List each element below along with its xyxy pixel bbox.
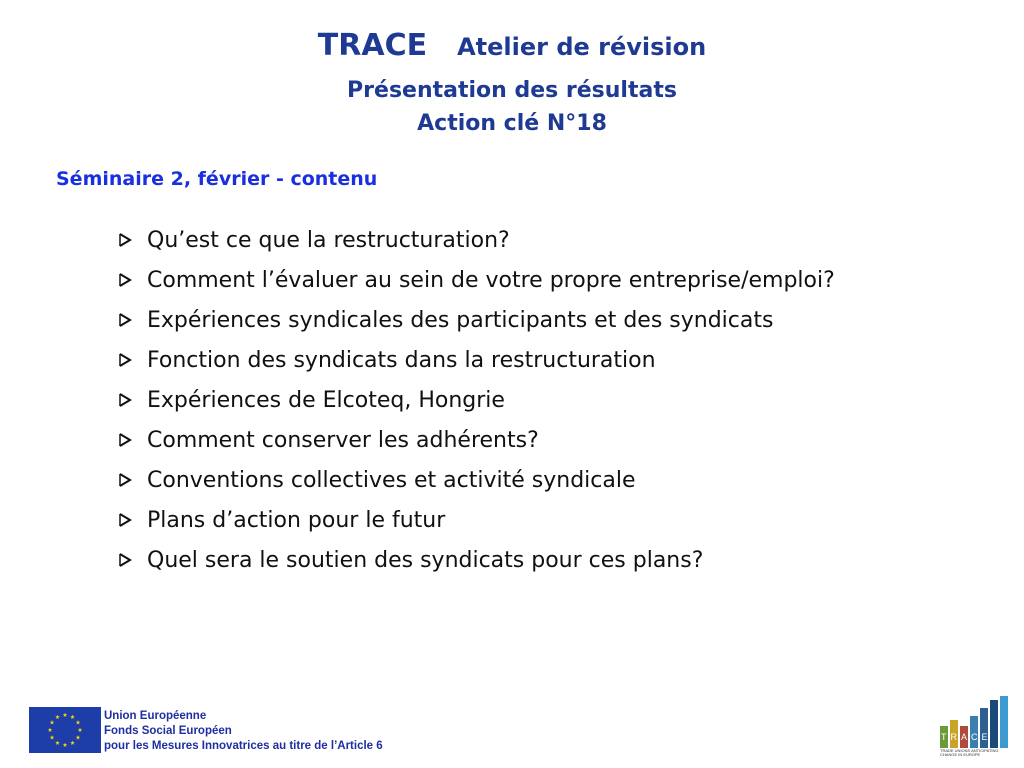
bullet-text: Comment conserver les adhérents? bbox=[147, 427, 539, 453]
arrow-bullet-icon bbox=[116, 351, 147, 369]
section-heading: Séminaire 2, février - contenu bbox=[56, 168, 378, 190]
list-item bbox=[116, 220, 835, 260]
bullet-text: Expériences de Elcoteq, Hongrie bbox=[147, 387, 505, 413]
arrow-bullet-icon bbox=[116, 271, 147, 289]
eu-footer bbox=[104, 709, 383, 754]
list-item bbox=[116, 380, 835, 420]
logo-tagline-2: CHANGE IN EUROPE bbox=[940, 752, 981, 756]
arrow-bullet-icon bbox=[116, 511, 147, 529]
title-sub: Atelier de révision bbox=[457, 33, 707, 61]
subtitle-action: Action clé N°18 bbox=[417, 111, 607, 136]
list-item bbox=[116, 540, 835, 580]
logo-wordmark: TRACE bbox=[941, 732, 992, 742]
bullet-text: Plans d’action pour le futur bbox=[147, 507, 446, 533]
arrow-bullet-icon bbox=[116, 431, 147, 449]
arrow-bullet-icon bbox=[116, 551, 147, 569]
bullet-text: Fonction des syndicats dans la restructuration bbox=[147, 347, 656, 373]
list-item bbox=[116, 500, 835, 540]
slide-title bbox=[0, 28, 1024, 63]
subtitle-results: Présentation des résultats bbox=[347, 78, 677, 103]
eu-flag-icon bbox=[29, 707, 101, 753]
title-main: TRACE bbox=[317, 28, 428, 63]
bullet-text: Quel sera le soutien des syndicats pour ces plans? bbox=[147, 547, 704, 573]
bullet-text: Expériences syndicales des participants et des syndicats bbox=[147, 307, 774, 333]
footer-line-3: pour les Mesures Innovatrices au titre de l’Article 6 bbox=[104, 740, 383, 752]
footer-line-1: Union Européenne bbox=[104, 710, 207, 722]
list-item bbox=[116, 300, 835, 340]
list-item bbox=[116, 340, 835, 380]
list-item bbox=[116, 420, 835, 460]
list-item bbox=[116, 460, 835, 500]
logo-tagline-1: TRADE UNIONS ANTICIPATING bbox=[940, 748, 999, 753]
list-item bbox=[116, 260, 835, 300]
bullet-list bbox=[116, 220, 835, 580]
arrow-bullet-icon bbox=[116, 311, 147, 329]
bullet-text: Qu’est ce que la restructuration? bbox=[147, 227, 510, 253]
footer-line-2: Fonds Social Européen bbox=[104, 725, 232, 737]
arrow-bullet-icon bbox=[116, 231, 147, 249]
arrow-bullet-icon bbox=[116, 391, 147, 409]
bullet-text: Comment l’évaluer au sein de votre propre entreprise/emploi? bbox=[147, 267, 835, 293]
arrow-bullet-icon bbox=[116, 471, 147, 489]
bullet-text: Conventions collectives et activité syndicale bbox=[147, 467, 636, 493]
trace-logo bbox=[938, 694, 1010, 756]
